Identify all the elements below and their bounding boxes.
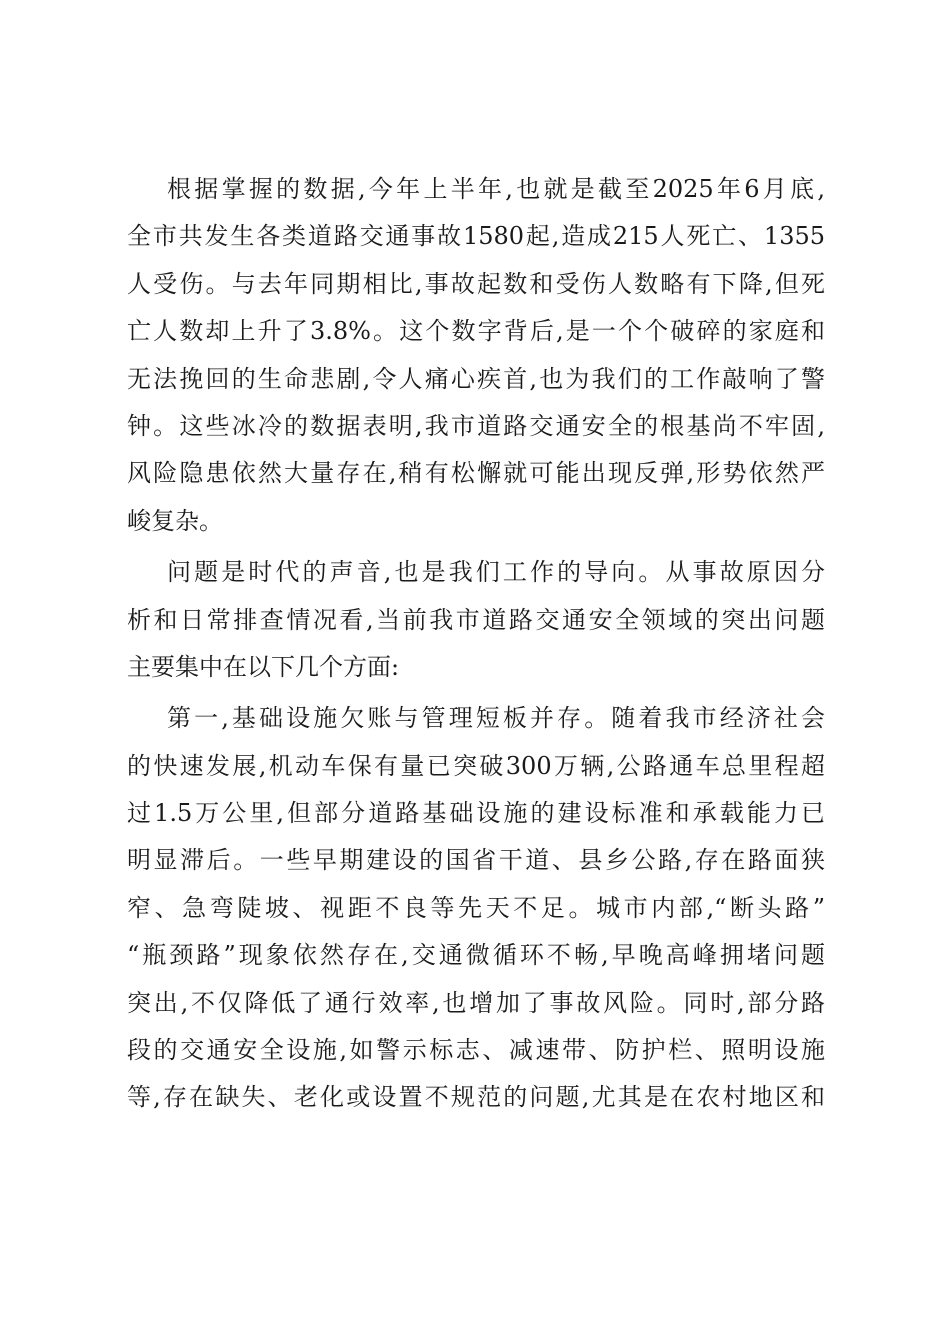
text-line: 风险隐患依然大量存在,稍有松懈就可能出现反弹,形势依然严 <box>127 459 825 488</box>
text-line: 全市共发生各类道路交通事故1580起,造成215人死亡、1355 <box>127 222 825 251</box>
text-line: 等,存在缺失、老化或设置不规范的问题,尤其是在农村地区和 <box>127 1083 825 1112</box>
paragraph-infrastructure <box>127 695 825 1122</box>
text-line: 过1.5万公里,但部分道路基础设施的建设标准和承载能力已 <box>127 799 825 828</box>
text-line: 突出,不仅降低了通行效率,也增加了事故风险。同时,部分路 <box>127 988 825 1017</box>
paragraph-accident-statistics <box>127 166 825 545</box>
text-line: 峻复杂。 <box>127 506 223 535</box>
text-line: 亡人数却上升了3.8%。这个数字背后,是一个个破碎的家庭和 <box>127 317 825 346</box>
text-line: 析和日常排查情况看,当前我市道路交通安全领域的突出问题 <box>127 605 825 634</box>
text-line: 根据掌握的数据,今年上半年,也就是截至2025年6月底, <box>167 175 825 203</box>
text-line: 人受伤。与去年同期相比,事故起数和受伤人数略有下降,但死 <box>127 269 825 298</box>
text-line: 的快速发展,机动车保有量已突破300万辆,公路通车总里程超 <box>127 751 825 780</box>
text-line: “瓶颈路”现象依然存在,交通微循环不畅,早晚高峰拥堵问题 <box>127 941 825 970</box>
text-line: 段的交通安全设施,如警示标志、减速带、防护栏、照明设施 <box>127 1036 825 1065</box>
text-line: 第一,基础设施欠账与管理短板并存。随着我市经济社会 <box>167 704 825 733</box>
paragraph-problem-intro <box>127 549 825 691</box>
text-line: 问题是时代的声音,也是我们工作的导向。从事故原因分 <box>167 558 825 587</box>
text-line: 明显滞后。一些早期建设的国省干道、县乡公路,存在路面狭 <box>127 846 825 875</box>
text-line: 窄、急弯陡坡、视距不良等先天不足。城市内部,“断头路” <box>127 893 825 922</box>
text-line: 无法挽回的生命悲剧,令人痛心疾首,也为我们的工作敲响了警 <box>127 364 825 393</box>
text-line: 钟。这些冰冷的数据表明,我市道路交通安全的根基尚不牢固, <box>127 411 825 440</box>
document-page <box>127 166 825 1122</box>
text-line: 主要集中在以下几个方面: <box>127 652 400 681</box>
